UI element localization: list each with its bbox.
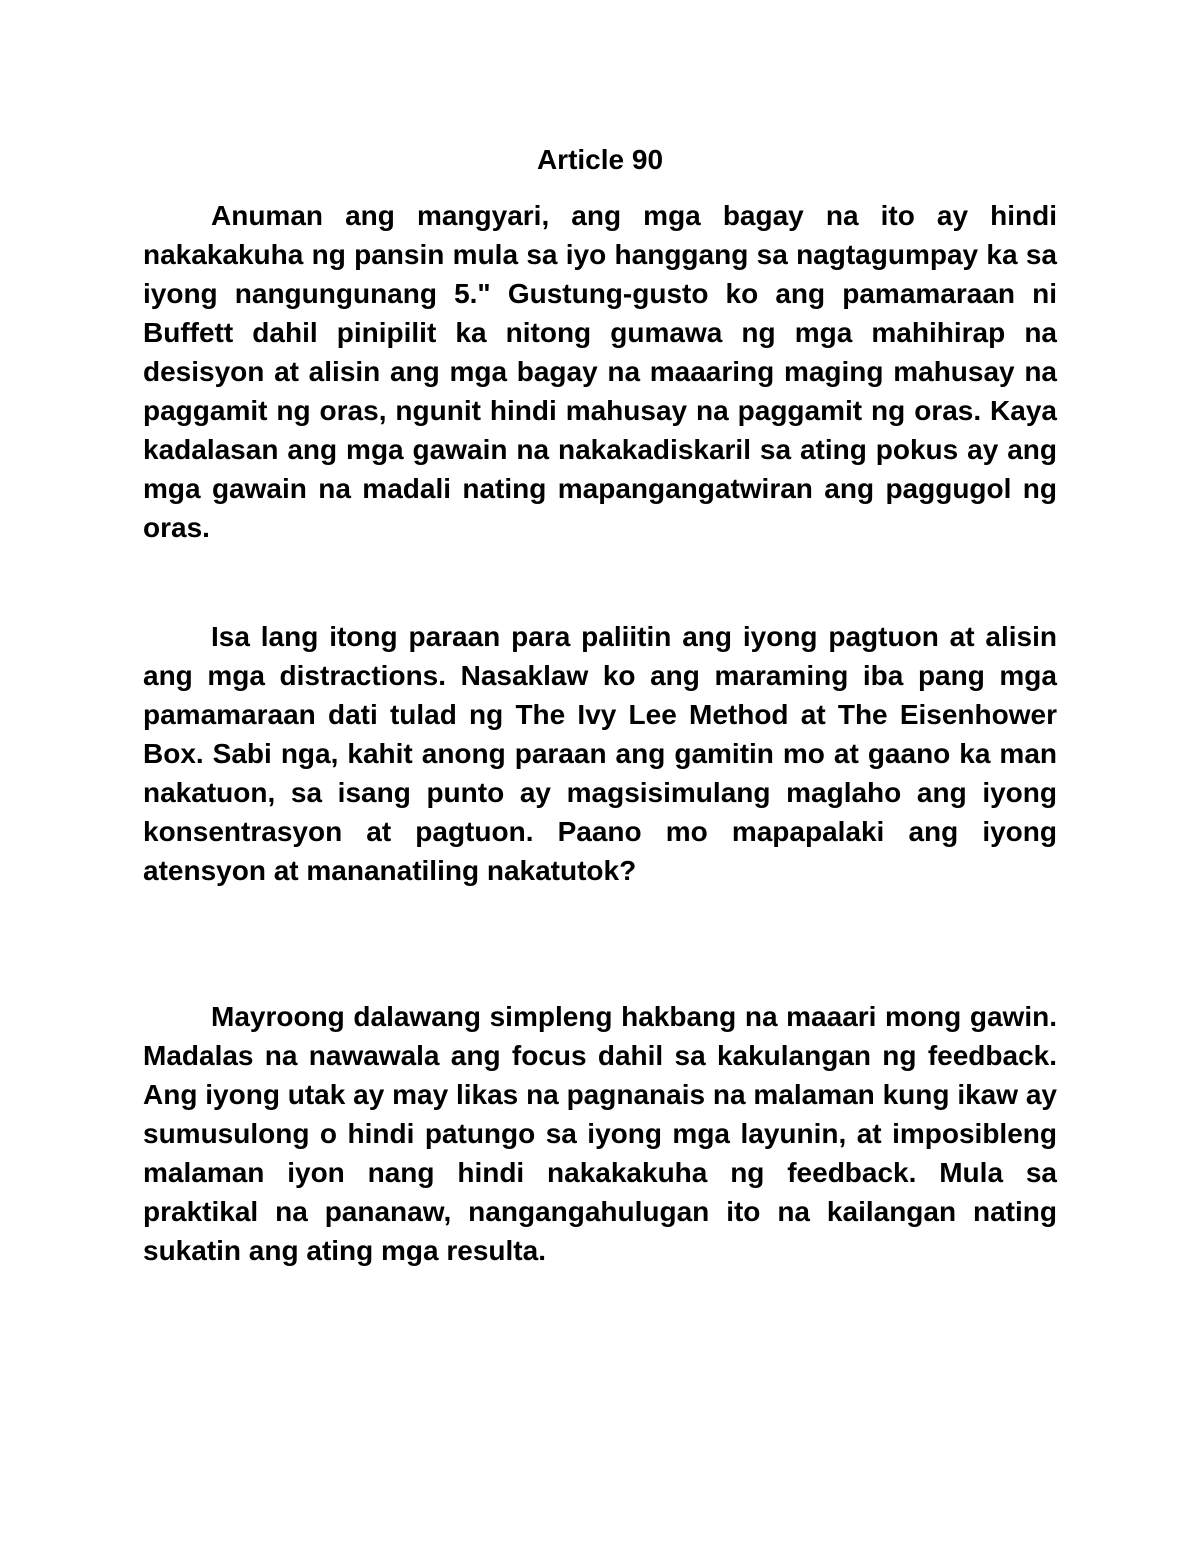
- paragraph-1: Anuman ang mangyari, ang mga bagay na ito ay hindi nakakakuha ng pansin mula sa iyo hanggang sa nagtagumpay ka sa iyong nangungunang 5." Gustung-gusto ko ang pamamaraan ni Buffett dahil pinipilit ka nitong gumawa ng mga mahihirap na desisyon at alisin ang mga bagay na maaaring maging mahusay na paggamit ng oras, ngunit hindi mahusay na paggamit ng oras. Kaya kadalasan ang mga gawain na nakakadiskaril sa ating pokus ay ang mga gawain na madali nating mapangangatwiran ang paggugol ng oras.: [143, 200, 1057, 543]
- paragraph-3: Mayroong dalawang simpleng hakbang na maaari mong gawin. Madalas na nawawala ang focus dahil sa kakulangan ng feedback. Ang iyong utak ay may likas na pagnanais na malaman kung ikaw ay sumusulong o hindi patungo sa iyong mga layunin, at imposibleng malaman iyon nang hindi nakakakuha ng feedback. Mula sa praktikal na pananaw, nangangahulugan ito na kailangan nating sukatin ang ating mga resulta.: [143, 1001, 1057, 1266]
- paragraph-2: Isa lang itong paraan para paliitin ang iyong pagtuon at alisin ang mga distractions. Nasaklaw ko ang maraming iba pang mga pamamaraan dati tulad ng The Ivy Lee Method at The Eisenhower Box. Sabi nga, kahit anong paraan ang gamitin mo at gaano ka man nakatuon, sa isang punto ay magsisimulang maglaho ang iyong konsentrasyon at pagtuon. Paano mo mapapalaki ang iyong atensyon at mananatiling nakatutok?: [143, 621, 1057, 886]
- article-title: Article 90: [536, 144, 664, 175]
